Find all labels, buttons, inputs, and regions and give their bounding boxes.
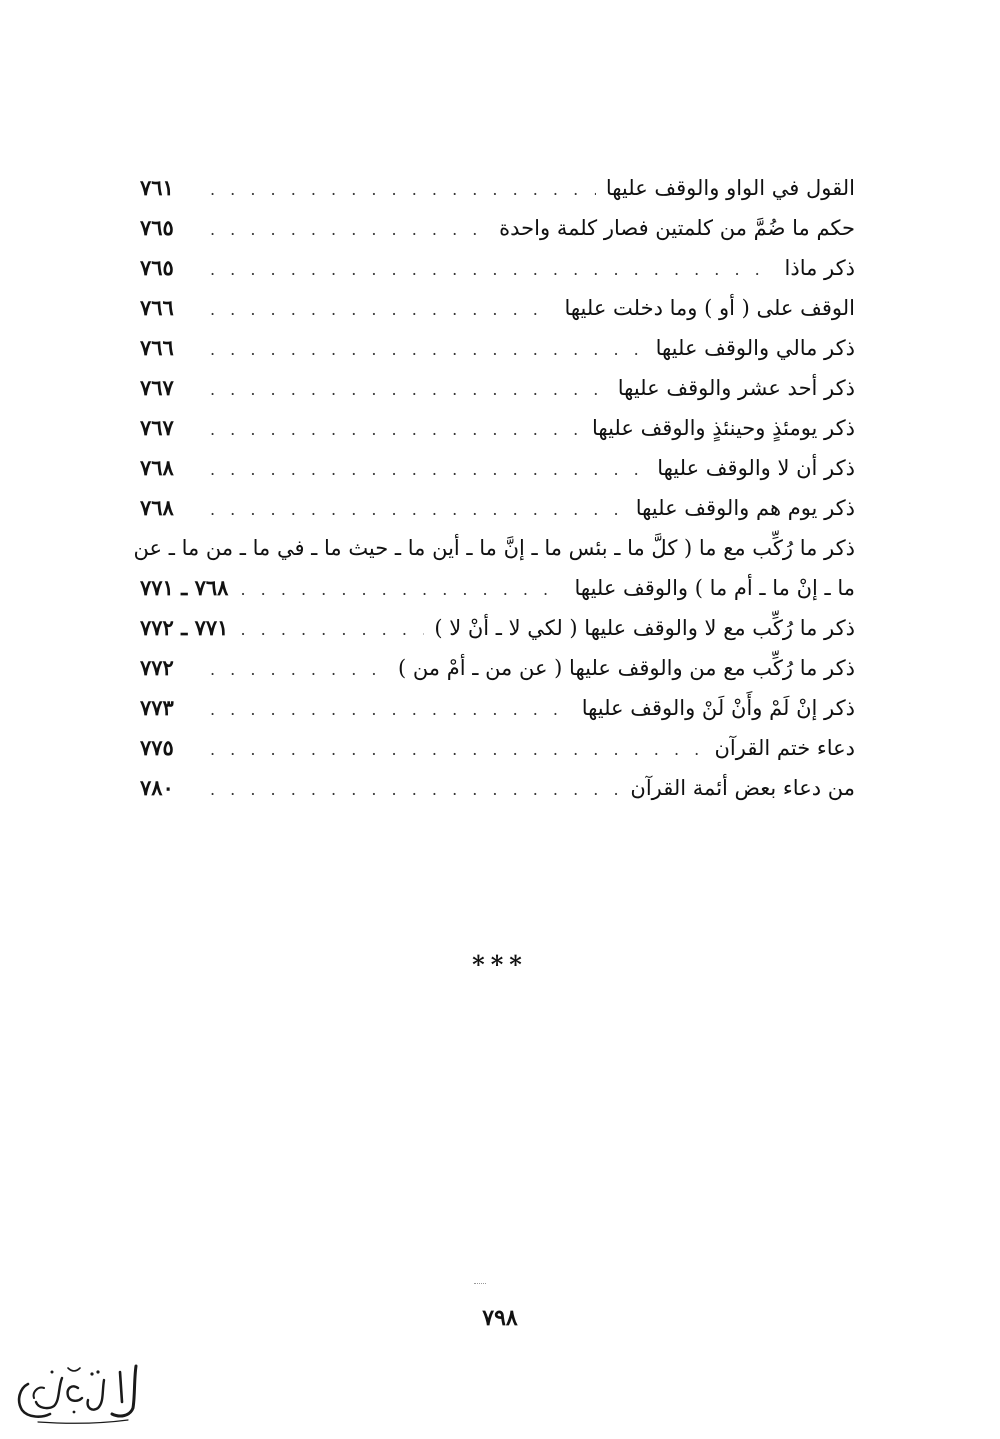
leader-dots bbox=[210, 370, 608, 410]
leader-dots bbox=[210, 170, 596, 210]
toc-entry-page: ٧٧٢ bbox=[140, 655, 174, 680]
toc-entry bbox=[140, 328, 855, 368]
toc-entry-title: ما ـ إنْ ما ـ أم ما ) والوقف عليها bbox=[574, 576, 855, 600]
leader-dots bbox=[210, 730, 705, 770]
toc-entry bbox=[140, 568, 855, 608]
toc-entry-page: ٧٧٣ bbox=[140, 695, 174, 720]
toc-entry bbox=[140, 648, 855, 688]
toc-entry-title: الوقف على ( أو ) وما دخلت عليها bbox=[564, 296, 855, 320]
toc-entry-title: ذكر ما رُكِّب مع من والوقف عليها ( عن من ـ أمْ من ) bbox=[397, 656, 855, 680]
toc-entry-page: ٧٦٧ bbox=[140, 375, 174, 400]
toc-entry bbox=[140, 168, 855, 208]
toc-entry-page: ٧٦٥ bbox=[140, 215, 174, 240]
toc-entry-page: ٧٦٨ ـ ٧٧١ bbox=[140, 575, 229, 600]
toc-entry-page: ٧٨٠ bbox=[140, 775, 174, 800]
toc-entry bbox=[140, 488, 855, 528]
toc-entry bbox=[140, 448, 855, 488]
leader-dots bbox=[210, 330, 646, 370]
leader-dots bbox=[210, 410, 582, 450]
leader-dots bbox=[210, 250, 775, 290]
section-separator: *** bbox=[472, 950, 528, 979]
leader-dots bbox=[210, 210, 489, 250]
toc-entry-title: ذكر يومئذٍ وحينئذٍ والوقف عليها bbox=[592, 416, 855, 440]
toc-entry-page: ٧٦٥ bbox=[140, 255, 174, 280]
toc-entry-page: ٧٦١ bbox=[140, 175, 174, 200]
leader-dots bbox=[210, 690, 572, 730]
toc-entry bbox=[133, 528, 855, 568]
toc-entry-title: القول في الواو والوقف عليها bbox=[605, 176, 855, 200]
toc-entry bbox=[140, 408, 855, 448]
toc-entry bbox=[140, 728, 855, 768]
toc-entry-title: ذكر إنْ لَمْ وأَنْ لَنْ والوقف عليها bbox=[581, 696, 855, 720]
toc-entry-page: ٧٦٦ bbox=[140, 335, 174, 360]
toc-entry-page: ٧٦٦ bbox=[140, 295, 174, 320]
page-number: ٧٩٨ bbox=[482, 1305, 518, 1331]
toc-entry-title: ذكر يوم هم والوقف عليها bbox=[635, 496, 855, 520]
leader-dots bbox=[210, 650, 388, 690]
leader-dots bbox=[240, 610, 424, 650]
toc-entry-title: دعاء ختم القرآن bbox=[714, 736, 855, 760]
toc-entry bbox=[140, 768, 855, 808]
toc-entry bbox=[140, 608, 855, 648]
toc-entry-title: من دعاء بعض أئمة القرآن bbox=[630, 776, 855, 800]
toc-entry-title: ذكر ما رُكِّب مع ما ( كلَّ ما ـ بئس ما ـ إنَّ ما ـ أين ما ـ حيث ما ـ في ما ـ من ما ـ عن bbox=[133, 536, 855, 560]
print-mark bbox=[474, 1283, 486, 1288]
toc-entry bbox=[140, 248, 855, 288]
leader-dots bbox=[210, 490, 626, 530]
leader-dots bbox=[210, 770, 620, 810]
toc-entry-page: ٧٧١ ـ ٧٧٢ bbox=[140, 615, 229, 640]
leader-dots bbox=[210, 450, 647, 490]
toc-entry bbox=[140, 688, 855, 728]
toc-entry bbox=[140, 368, 855, 408]
toc-entry-page: ٧٦٧ bbox=[140, 415, 174, 440]
toc-entry-title: ذكر مالي والوقف عليها bbox=[655, 336, 855, 360]
toc-entry-title: ذكر أن لا والوقف عليها bbox=[657, 456, 855, 480]
leader-dots bbox=[240, 570, 564, 610]
table-of-contents bbox=[133, 168, 855, 808]
toc-entry-title: ذكر أحد عشر والوقف عليها bbox=[617, 376, 855, 400]
toc-entry bbox=[140, 288, 855, 328]
toc-entry-title: ذكر ما رُكِّب مع لا والوقف عليها ( لكي لا ـ أنْ لا ) bbox=[434, 616, 855, 640]
toc-entry bbox=[140, 208, 855, 248]
toc-entry-title: حكم ما ضُمَّ من كلمتين فصار كلمة واحدة bbox=[499, 216, 855, 240]
toc-entry-page: ٧٦٨ bbox=[140, 495, 174, 520]
leader-dots bbox=[210, 290, 554, 330]
toc-entry-title: ذكر ماذا bbox=[784, 256, 855, 280]
toc-entry-page: ٧٧٥ bbox=[140, 735, 174, 760]
calligraphy-stamp-icon bbox=[8, 1358, 148, 1430]
toc-entry-page: ٧٦٨ bbox=[140, 455, 174, 480]
